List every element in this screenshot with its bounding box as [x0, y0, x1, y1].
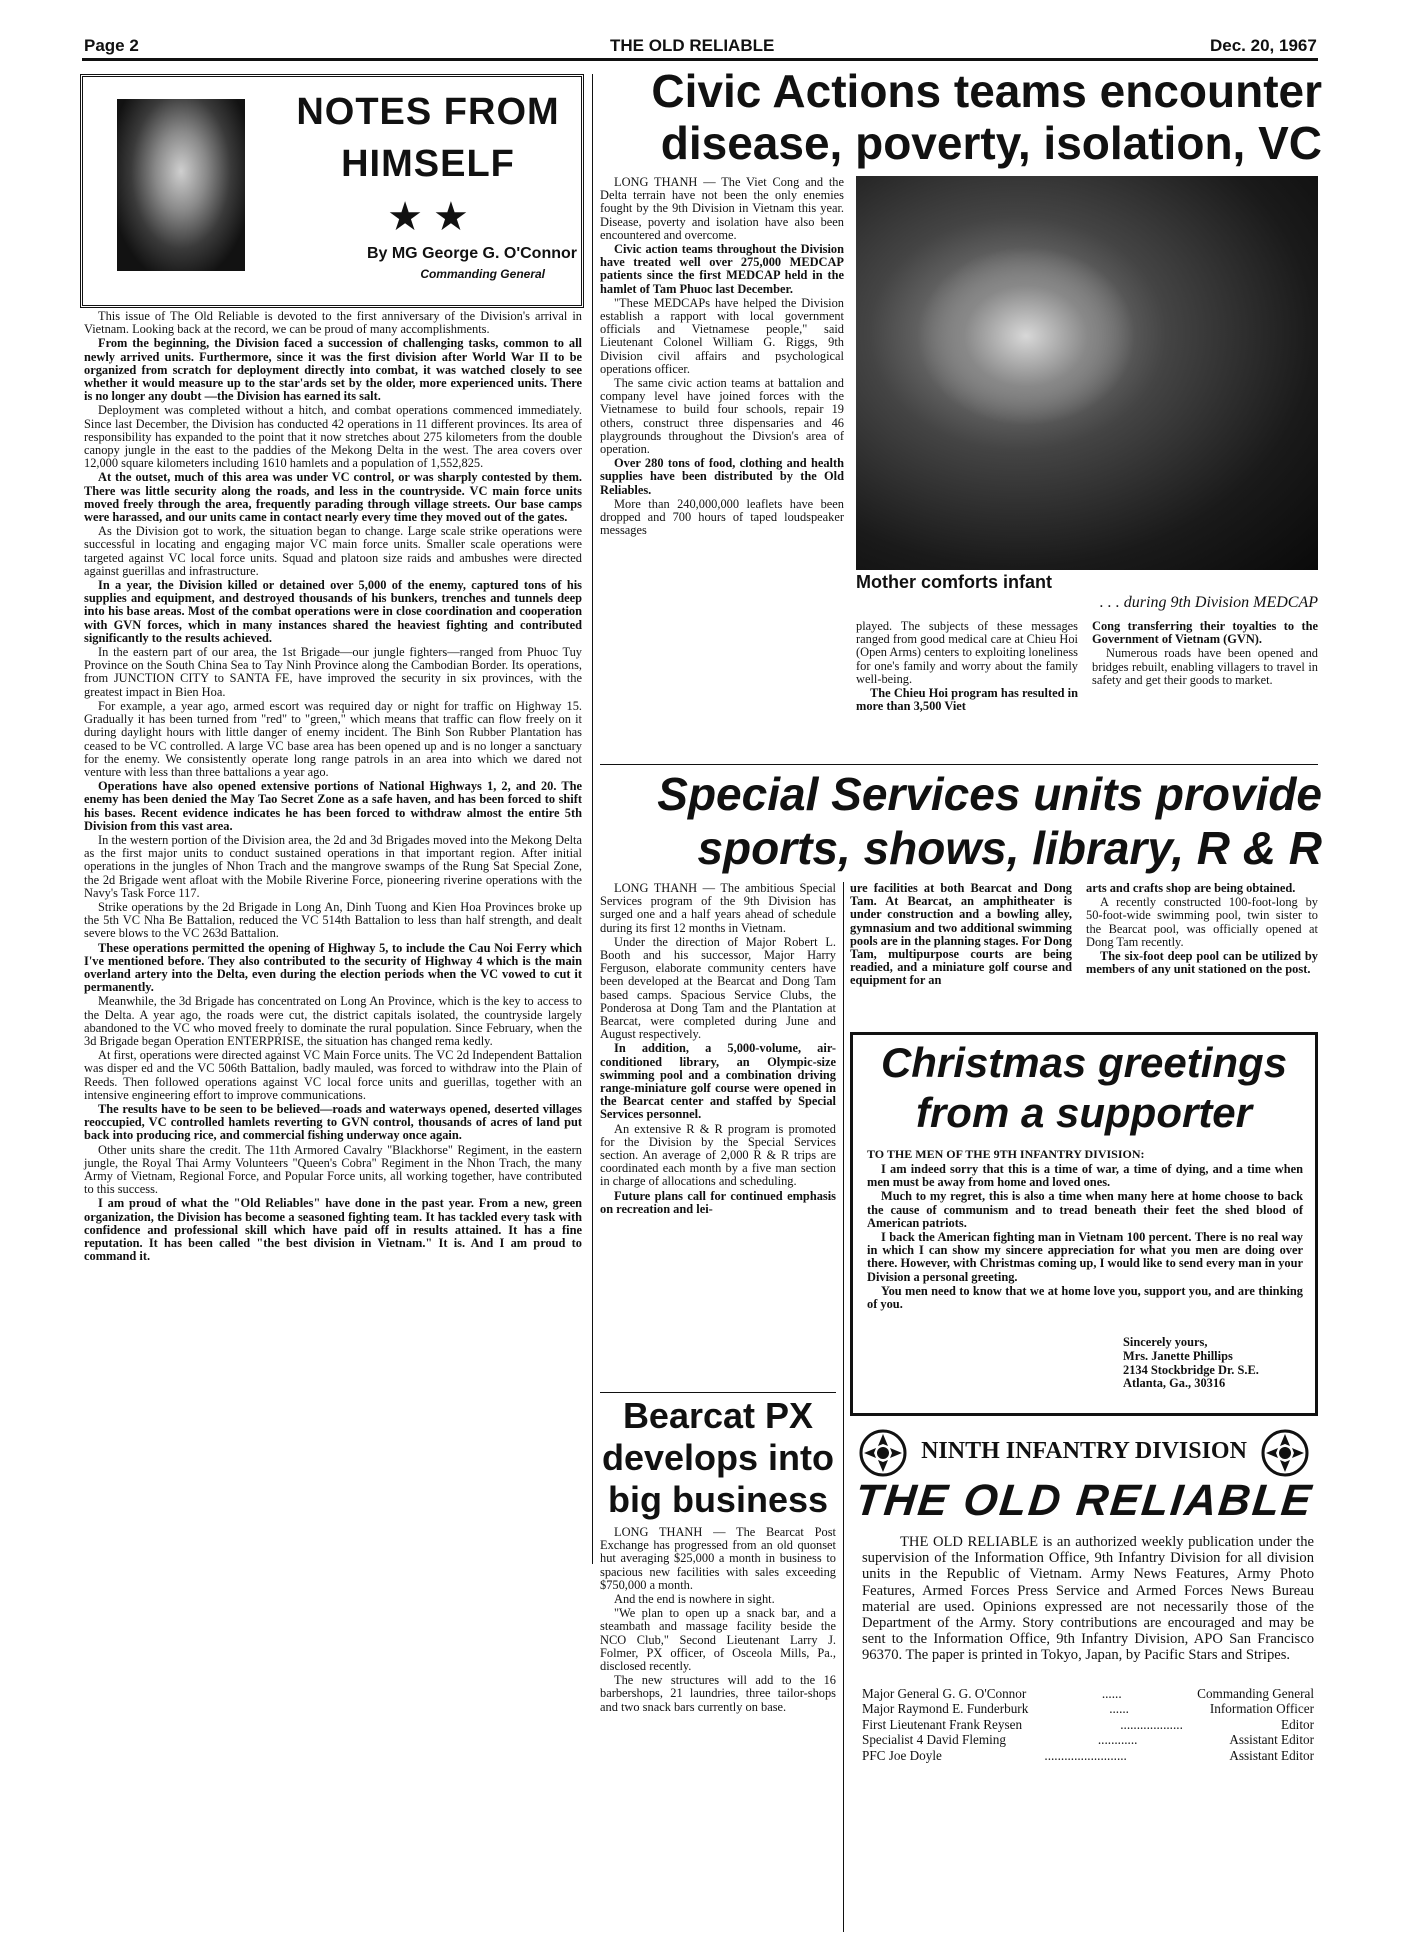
notes-byline: By MG George G. O'Connor: [366, 245, 577, 262]
header-rule: [82, 58, 1318, 61]
masthead-title: THE OLD RELIABLE: [852, 1476, 1316, 1525]
paragraph: I am indeed sorry that this is a time of war, a time of dying, and a time when men must be away from home and loved ones.: [867, 1162, 1303, 1190]
paragraph: Strike operations by the 2d Brigade in Long An, Dinh Tuong and Kien Hoa Provinces broke up the 5th VC Nha Be Battalion, reduced the VC 514th Battalion to less than half strength, and dealt severe blows to the VC 263d Battalion.: [84, 899, 582, 941]
bearcat-headline-line2: develops into: [601, 1437, 835, 1478]
author-portrait: [117, 99, 245, 271]
staff-role: Assistant Editor: [1229, 1747, 1314, 1763]
paragraph: LONG THANH — The Bearcat Post Exchange has progressed from an old quonset hut averaging $25,000 a month in business to spacious new facilities with sales exceeding $750,000 a month.: [600, 1525, 836, 1592]
division-insignia-left-icon: [858, 1428, 908, 1478]
paragraph: Civic action teams throughout the Division have treated well over 275,000 MEDCAP patients since the first MEDCAP held in the hamlet of Tam Phuoc last December.: [600, 242, 844, 296]
christmas-salutation: TO THE MEN OF THE 9TH INFANTRY DIVISION:: [867, 1147, 1145, 1161]
paragraph: A recently constructed 100-foot-long by 50-foot-wide swimming pool, twin sister to the Bearcat pool, was officially opened at Dong Tam recently.: [1086, 895, 1318, 949]
christmas-headline-line1: Christmas greetings: [880, 1039, 1288, 1086]
paragraph: Cong transferring their toyalties to the Government of Vietnam (GVN).: [1092, 619, 1318, 647]
notes-stars: ★ ★: [387, 194, 469, 239]
special-column-2: [850, 882, 1072, 1022]
civic-column-2: [856, 620, 1078, 760]
staff-row: [862, 1748, 1314, 1763]
staff-role: Assistant Editor: [1229, 1732, 1314, 1748]
paragraph: ure facilities at both Bearcat and Dong Tam. At Bearcat, an amphitheater is under construction and a bowling alley, gymnasium and two additional swimming pools are in the planning stages. For Dong Tam, multipurpose courts are being readied, and a miniature golf course and equipment for an: [850, 881, 1072, 988]
staff-leader-dots: ......: [1109, 1701, 1129, 1717]
staff-role: Editor: [1281, 1716, 1314, 1732]
bearcat-top-rule: [600, 1392, 836, 1393]
civic-column-3: [1092, 620, 1318, 760]
paragraph: These operations permitted the opening of Highway 5, to include the Cau Noi Ferry which I've mentioned before. They also contributed to the security of Highway 4 which is the main overland artery into the Delta, even during the election periods when the VC vowed to cut it permanently.: [84, 940, 582, 995]
column-rule-mid: [843, 882, 844, 1932]
staff-name: Major Raymond E. Funderburk: [862, 1701, 1029, 1717]
paragraph: For example, a year ago, armed escort was required day or night for traffic on Highway 15. Gradually it has been turned from "red" to "green," which means that traffic can flow freely on it during daylight hours with little danger of enemy incident. The Binh Son Rubber Plantation has ceased to be VC controlled. A large VC base area has been opened up and is no longer a sanctuary for the enemy. We consistently operate long range patrols in an area into which we dared not venture with less than three battalions a year ago.: [84, 698, 582, 779]
paragraph: Over 280 tons of food, clothing and health supplies have been distributed by the Old Reliables.: [600, 456, 844, 497]
notes-box: [80, 74, 584, 308]
masthead-staff-list: [862, 1686, 1314, 1763]
staff-row: [862, 1701, 1314, 1716]
staff-leader-dots: ...................: [1120, 1716, 1183, 1732]
paragraph: The six-foot deep pool can be utilized by members of any unit stationed on the post.: [1086, 949, 1318, 977]
paragraph: Under the direction of Major Robert L. Booth and his successor, Major Harry Ferguson, elaborate community centers have been developed at the Bearcat and Dong Tam based camps. Spacious Service Clubs, the Ponderosa at Dong Tam and the Plantation at Bearcat, were completed during June and August respectively.: [600, 934, 836, 1042]
staff-row: [862, 1732, 1314, 1747]
masthead-description: THE OLD RELIABLE is an authorized weekly publication under the supervision of the Information Office, 9th Infantry Division for all division units in the Republic of Vietnam. Army News Features, Army Photo Features, Armed Forces Press Service and Armed Forces News Bureau material are used. Opinions expressed are not necessarily those of the Department of the Army. Story contributions are encouraged and may be sent to the Information Office, 9th Infantry Division, APO San Francisco 96370. The paper is printed in Tokyo, Japan, by Pacific Stars and Stripes.: [862, 1534, 1314, 1664]
christmas-signature-block: [1123, 1350, 1259, 1391]
staff-name: First Lieutenant Frank Reysen: [862, 1716, 1023, 1732]
photo-caption: Mother comforts infant: [856, 572, 1052, 592]
bearcat-article-body: [600, 1525, 836, 1714]
paragraph: Other units share the credit. The 11th Armored Cavalry "Blackhorse" Regiment, in the eastern jungle, the Royal Thai Army Volunteers "Queen's Cobra" Regiment in the Nhon Trach, the many Army of Vietnam, Regional Force, and Popular Force units, all working together, have contributed to this success.: [84, 1142, 582, 1197]
notes-byline-role: Commanding General: [420, 267, 545, 281]
signature-line: Atlanta, Ga., 30316: [1123, 1376, 1226, 1390]
paragraph: And the end is nowhere in sight.: [614, 1592, 775, 1607]
christmas-letter-body: [867, 1163, 1303, 1312]
paragraph: Operations have also opened extensive portions of National Highways 1, 2, and 20. The enemy has been denied the May Tao Secret Zone as a safe haven, and has been forced to shift his bases. Recent evidence indicates he has been forced to withdraw almost the entire 5th Division from this vast area.: [84, 779, 582, 833]
paragraph: The Chieu Hoi program has resulted in more than 3,500 Viet: [856, 686, 1078, 714]
medcap-photo: [856, 176, 1318, 570]
christmas-headline-line2: from a supporter: [915, 1089, 1253, 1136]
paragraph: The results have to be seen to be believed—roads and waterways opened, deserted villages reoccupied, VC controlled hamlets reverting to GVN control, thousands of acres of land put back into producing rice, and commercial fishing underway once again.: [84, 1101, 582, 1143]
staff-role: Commanding General: [1197, 1686, 1314, 1701]
paragraph: From the beginning, the Division faced a succession of challenging tasks, common to all newly arrived units. Furthermore, since it was the first division after World War II to be organized from scratch for deployment directly into combat, it was watched closely to see whether it would measure up to the star'ards set by the older, more experienced units. There is no longer any doubt —the Division has earned its salt.: [84, 336, 582, 404]
signature-line: Mrs. Janette Phillips: [1123, 1349, 1233, 1363]
paragraph: LONG THANH — The Viet Cong and the Delta terrain have not been the only enemies fought by the 9th Division in Vietnam this year. Disease, poverty and isolation have also been encountered and overcome.: [600, 175, 844, 242]
civic-headline-line2: disease, poverty, isolation, VC: [660, 117, 1322, 169]
notes-article-body: [84, 310, 582, 1680]
christmas-signoff: Sincerely yours,: [1123, 1335, 1208, 1349]
photo-highlight: [916, 246, 1136, 426]
masthead-division: NINTH INFANTRY DIVISION: [921, 1438, 1247, 1464]
paragraph: In addition, a 5,000-volume, air-conditioned library, an Olympic-size swimming pool and a combination driving range-miniature golf course were opened in the Bearcat center and staffed by Special Services personnel.: [600, 1041, 836, 1122]
staff-row: [862, 1686, 1314, 1701]
paragraph: At first, operations were directed against VC Main Force units. The VC 2d Independent Battalion was disper ed and the VC 506th Battalion, badly mauled, was forced to withdraw into the Plain of Reeds. Then followed operations against VC local force units and guerillas, together with an intensive engineering effort to improve communications.: [84, 1048, 582, 1102]
paragraph: You men need to know that we at home love you, support you, and are thinking of you.: [867, 1283, 1303, 1312]
notes-title-line1: NOTES FROM: [296, 91, 560, 133]
paragraph: In the eastern part of our area, the 1st Brigade—our jungle fighters—ranged from Phuoc Tuy Province on the South China Sea to Tay Ninh Province along the Cambodian Border. Its operations, from JUNCTION CITY to SANTA FE, have improved the security in six provinces, with the greatest impact in Bien Hoa.: [84, 645, 582, 699]
staff-role: Information Officer: [1209, 1701, 1314, 1717]
paragraph: Deployment was completed without a hitch, and combat operations commenced immediately. Since last December, the Division has conducted 42 operations in 11 different provinces. Its area of responsibility has expanded to the point that it now stretches about 275 kilometers from the double canopy jungle in the east to the paddies of the Mekong Delta in the west. The area covers over 12,000 square kilometers including 1610 hamlets and a population of 1,552,825.: [84, 403, 582, 471]
paragraph: More than 240,000,000 leaflets have been dropped and 700 hours of taped loudspeaker messages: [600, 496, 844, 538]
bearcat-headline-line3: big business: [607, 1479, 829, 1520]
paragraph: played. The subjects of these messages ranged from good medical care at Chieu Hoi (Open Arms) centers to exploiting loneliness for one's family and worry about the family well-being.: [856, 619, 1078, 686]
civic-headline-line1: Civic Actions teams encounter: [651, 65, 1322, 117]
staff-name: Specialist 4 David Fleming: [862, 1732, 1006, 1748]
paragraph: "We plan to open up a snack bar, and a steambath and massage facility beside the NCO Club," Second Lieutenant Larry J. Folmer, PX officer, of Osceola Mills, Pa., disclosed recently.: [600, 1606, 836, 1674]
masthead: [850, 1424, 1318, 1763]
paragraph: In a year, the Division killed or detained over 5,000 of the enemy, captured tons of his supplies and equipment, and destroyed thousands of his bunkers, trenches and tunnels deep into his base areas. Most of the combat operations were in close coordination and cooperation with GVN forces, which in many instances shared the heaviest fighting and contributed significantly to the results achieved.: [84, 578, 582, 645]
special-headline-line1: Special Services units provide: [657, 768, 1322, 820]
civic-bottom-rule: [600, 764, 1318, 765]
division-insignia-right-icon: [1260, 1428, 1310, 1478]
issue-date: Dec. 20, 1967: [1210, 36, 1317, 55]
paragraph: The new structures will add to the 16 barbershops, 21 laundries, three tailor-shops and two snack bars currently on base.: [600, 1673, 836, 1714]
staff-name: Major General G. G. O'Connor: [862, 1686, 1027, 1701]
staff-leader-dots: .........................: [1044, 1747, 1127, 1763]
special-column-3: [1086, 882, 1318, 1022]
paragraph: Numerous roads have been opened and bridges rebuilt, enabling villagers to travel in safety and get their goods to market.: [1092, 646, 1318, 687]
christmas-box: [850, 1032, 1318, 1416]
paragraph: This issue of The Old Reliable is devoted to the first anniversary of the Division's arrival in Vietnam. Looking back at the record, we can be proud of many accomplishments.: [84, 309, 582, 337]
column-rule-left: [592, 74, 593, 1564]
paragraph: As the Division got to work, the situation began to change. Large scale strike operations were successful in locating and engaging major VC main force units. Smaller scale operations were targeted against VC local force units. Squad and platoon size raids and ambushes were directed against guerillas and infrastructure.: [84, 524, 582, 578]
paragraph: Meanwhile, the 3d Brigade has concentrated on Long An Province, which is the key to access to the Delta. A year ago, the roads were cut, the district capitals isolated, the countryside largely abandoned to the VC who moved freely to dominate the rural population. Since February, when the 3d Brigade began Operation ENTERPRISE, the situation has changed rema kedly.: [84, 994, 582, 1048]
page-number: Page 2: [84, 36, 139, 55]
bearcat-headline-line1: Bearcat PX: [622, 1395, 814, 1436]
signature-line: 2134 Stockbridge Dr. S.E.: [1123, 1362, 1259, 1377]
paper-name-header: THE OLD RELIABLE: [610, 36, 775, 55]
paragraph: In the western portion of the Division area, the 2d and 3d Brigades moved into the Mekong Delta as the first major units to conduct sustained operations in that important region. After initial operations in the jungles of Nhon Trach and the mangrove swamps of the Rung Sat Special Zone, the 2d Brigade went afloat with the Mobile Riverine Force, pioneering riverine operations with the Navy's Task Force 117.: [84, 832, 582, 900]
paragraph: LONG THANH — The ambitious Special Services program of the 9th Division has surged one and a half years ahead of schedule during its first 12 months in Vietnam.: [600, 881, 836, 935]
paragraph: I am proud of what the "Old Reliables" have done in the past year. From a new, green organization, the Division has become a seasoned fighting team. It has tackled every task with confidence and professional skill which have paid off in results attained. It has a fine reputation. It has been called "the best division in Vietnam." It is. And I am proud to command it.: [84, 1196, 582, 1264]
special-column-1: [600, 882, 836, 1388]
paragraph: arts and crafts shop are being obtained.: [1086, 881, 1296, 895]
staff-leader-dots: ............: [1097, 1732, 1138, 1748]
staff-leader-dots: ......: [1101, 1686, 1122, 1701]
paragraph: I back the American fighting man in Vietnam 100 percent. There is no real way in which I can show my sincere appreciation for what you men are doing over there. However, with Christmas coming up, I would like to send every man in your Division a personal greeting.: [867, 1230, 1303, 1284]
notes-title-line2: HIMSELF: [341, 143, 515, 185]
photo-subcaption: . . . during 9th Division MEDCAP: [1099, 594, 1318, 611]
civic-column-1: [600, 176, 844, 758]
paragraph: At the outset, much of this area was under VC control, or was sharply contested by them. There was little security along the roads, and less in the countryside. VC main force units moved freely through the area, frequently parading through village streets. Our base camps were harassed, and our units came in contact nearly every time they moved out of the gates.: [84, 470, 582, 525]
paragraph: An extensive R & R program is promoted for the Division by the Special Services section. An average of 2,000 R & R trips are coordinated each month by a five man section in charge of allocations and scheduling.: [600, 1121, 836, 1189]
paragraph: "These MEDCAPs have helped the Division establish a rapport with local government officials and Vietnamese people," said Lieutenant Colonel William G. Riggs, 9th Division civil affairs and psychological operations officer.: [600, 295, 844, 376]
paragraph: Much to my regret, this is also a time when many here at home choose to back the cause of communism and to tread beneath their feet the shed blood of American patriots.: [867, 1189, 1303, 1230]
paragraph: Future plans call for continued emphasis on recreation and lei-: [600, 1188, 836, 1216]
staff-row: [862, 1717, 1314, 1732]
special-headline-line2: sports, shows, library, R & R: [697, 822, 1322, 874]
staff-name: PFC Joe Doyle: [862, 1747, 942, 1763]
paragraph: The same civic action teams at battalion and company level have joined forces with the Vietnamese to build four schools, repair 19 others, construct three dispensaries and 46 playgrounds throughout the Divsion's area of operation.: [600, 376, 844, 457]
